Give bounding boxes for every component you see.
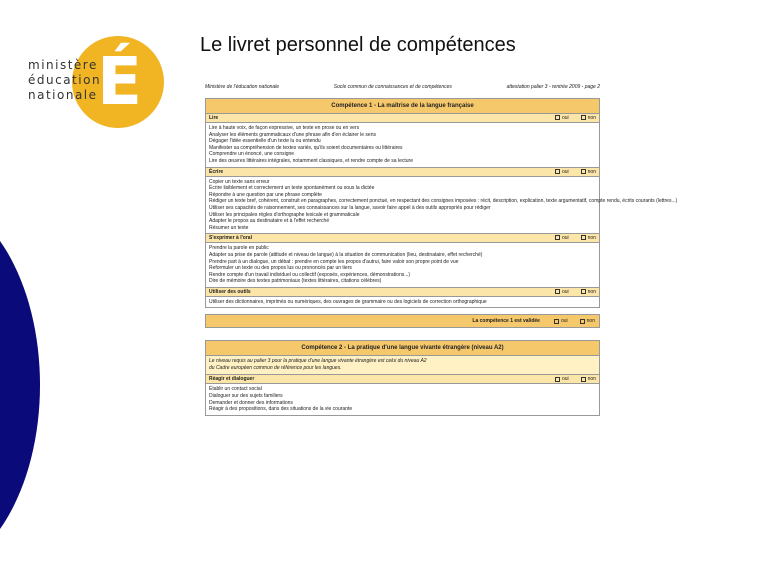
section-header-row [206, 168, 599, 177]
oui-checkbox[interactable]: oui [554, 318, 568, 324]
section-items [206, 297, 599, 308]
oui-checkbox[interactable]: oui [555, 289, 569, 295]
competence-item: Reformuler un texte ou des propos lus ou prononcés par un tiers [209, 265, 352, 272]
competence-item: Rendre compte d'un travail individuel ou collectif (exposés, expériences, démonstrations...) [209, 271, 411, 278]
section-header-row [206, 114, 599, 123]
header-ministry: Ministère de l'éducation nationale [205, 84, 280, 90]
section-label: Écrire [209, 168, 224, 175]
logo-line: nationale [28, 88, 98, 102]
competence-2-title: Compétence 2 - La pratique d'une langue vivante étrangère (niveau A2) [206, 341, 599, 356]
competence-item: Lire des œuvres littéraires intégrales, notamment classiques, et rendre compte de sa lecture [209, 157, 413, 164]
section-header-row [206, 375, 599, 384]
competence-item: Demander et donner des informations [209, 399, 293, 406]
non-checkbox[interactable]: non [581, 169, 596, 175]
competence-item: Répondre à une question par une phrase complète [209, 191, 322, 198]
header-socle: Socle commun de connaissances et de compétences [333, 84, 452, 90]
competence-2-block [205, 340, 600, 415]
logo-line: éducation [28, 73, 102, 87]
competence-1-validation [205, 314, 600, 328]
section-checks [555, 289, 596, 295]
section-label: S'exprimer à l'oral [209, 235, 252, 242]
section-items [206, 123, 599, 168]
competence-item: Rédiger un texte bref, cohérent, construit en paragraphes, correctement ponctué, en respectant des consignes imposées : récit, description, explication, texte argumentatif, compte rendu, écrits courants (lettres...) [209, 198, 678, 205]
competence-item: Résumer un texte [209, 224, 249, 231]
validation-checks [554, 318, 595, 324]
section-items [206, 384, 599, 414]
competence-document [205, 84, 678, 498]
section-label: Lire [209, 115, 219, 121]
competence-item: Adapter sa prise de parole (attitude et niveau de langue) à la situation de communication (lieu, destinataire, effet recherché) [209, 251, 483, 258]
oui-checkbox[interactable]: oui [555, 235, 569, 241]
oui-checkbox[interactable]: oui [555, 376, 569, 382]
competence-item: Prendre la parole en public [209, 245, 269, 252]
section-items [206, 243, 599, 288]
competence-item: Réagir à des propositions, dans des situations de la vie courante [209, 406, 353, 413]
competence-item: Dégager l'idée essentielle d'un texte lu ou entendu [209, 138, 321, 145]
section-checks [555, 169, 596, 175]
logo-line: ministère [28, 58, 98, 72]
section-checks [555, 115, 596, 121]
competence-item: Dialoguer sur des sujets familiers [209, 393, 283, 400]
section-checks [555, 376, 596, 382]
competence-item: Utiliser des dictionnaires, imprimés ou numériques, des ouvrages de grammaire ou des logiciels de correction orthographique [209, 298, 487, 305]
non-checkbox[interactable]: non [581, 289, 596, 295]
section-items [206, 177, 678, 235]
ministry-logo [24, 20, 164, 132]
decorative-side-arc [0, 195, 40, 575]
competence-item: Manifester sa compréhension de textes variés, qu'ils soient documentaires ou littéraires [209, 144, 403, 151]
competence-item: Dire de mémoire des textes patrimoniaux (textes littéraires, citations célèbres) [209, 278, 382, 285]
logo-wordmark [28, 58, 101, 103]
document-header [205, 84, 600, 90]
section-header-row [206, 234, 599, 243]
competence-item: Prendre part à un dialogue, un débat : prendre en compte les propos d'autrui, faire valoir son propre point de vue [209, 258, 459, 265]
oui-checkbox[interactable]: oui [555, 169, 569, 175]
logo-letter: É [97, 43, 143, 120]
competence-item: Lire à haute voix, de façon expressive, un texte en prose ou en vers [209, 125, 360, 131]
competence-item: Analyser les éléments grammaticaux d'une phrase afin d'en éclairer le sens [209, 131, 376, 138]
validation-label: La compétence 1 est validée [472, 318, 540, 325]
oui-checkbox[interactable]: oui [555, 115, 569, 121]
non-checkbox[interactable]: non [581, 115, 596, 121]
competence-item: Adapter le propos au destinataire et à l'effet recherché [209, 218, 330, 225]
section-checks [555, 235, 596, 241]
intro-line: Le niveau requis au palier 3 pour la pratique d'une langue vivante étrangère est celui du niveau A2 [209, 358, 427, 365]
competence-1-title: Compétence 1 - La maîtrise de la langue française [206, 99, 599, 114]
competence-item: Établir un contact social [209, 386, 262, 393]
non-checkbox[interactable]: non [580, 318, 595, 324]
section-label: Réagir et dialoguer [209, 376, 255, 383]
non-checkbox[interactable]: non [581, 235, 596, 241]
competence-1-block [205, 98, 678, 308]
competence-item: Écrire lisiblement et correctement un texte spontanément ou sous la dictée [209, 185, 375, 192]
non-checkbox[interactable]: non [581, 376, 596, 382]
competence-item: Copier un texte sans erreur [209, 178, 270, 185]
competence-item: Utiliser ses capacités de raisonnement, ses connaissances sur la langue, savoir faire appel à des outils appropriés pour rédiger [209, 204, 491, 211]
header-page: attestation palier 3 - rentrée 2009 - page 2 [506, 84, 600, 90]
section-label: Utiliser des outils [209, 288, 251, 295]
slide-title: Le livret personnel de compétences [200, 34, 516, 56]
competence-item: Comprendre un énoncé, une consigne [209, 151, 295, 158]
competence-2-intro [206, 356, 599, 375]
competence-item: Utiliser les principales règles d'orthographe lexicale et grammaticale [209, 211, 360, 218]
intro-line: du Cadre européen commun de référence pour les langues. [209, 365, 342, 372]
section-header-row [206, 288, 599, 297]
